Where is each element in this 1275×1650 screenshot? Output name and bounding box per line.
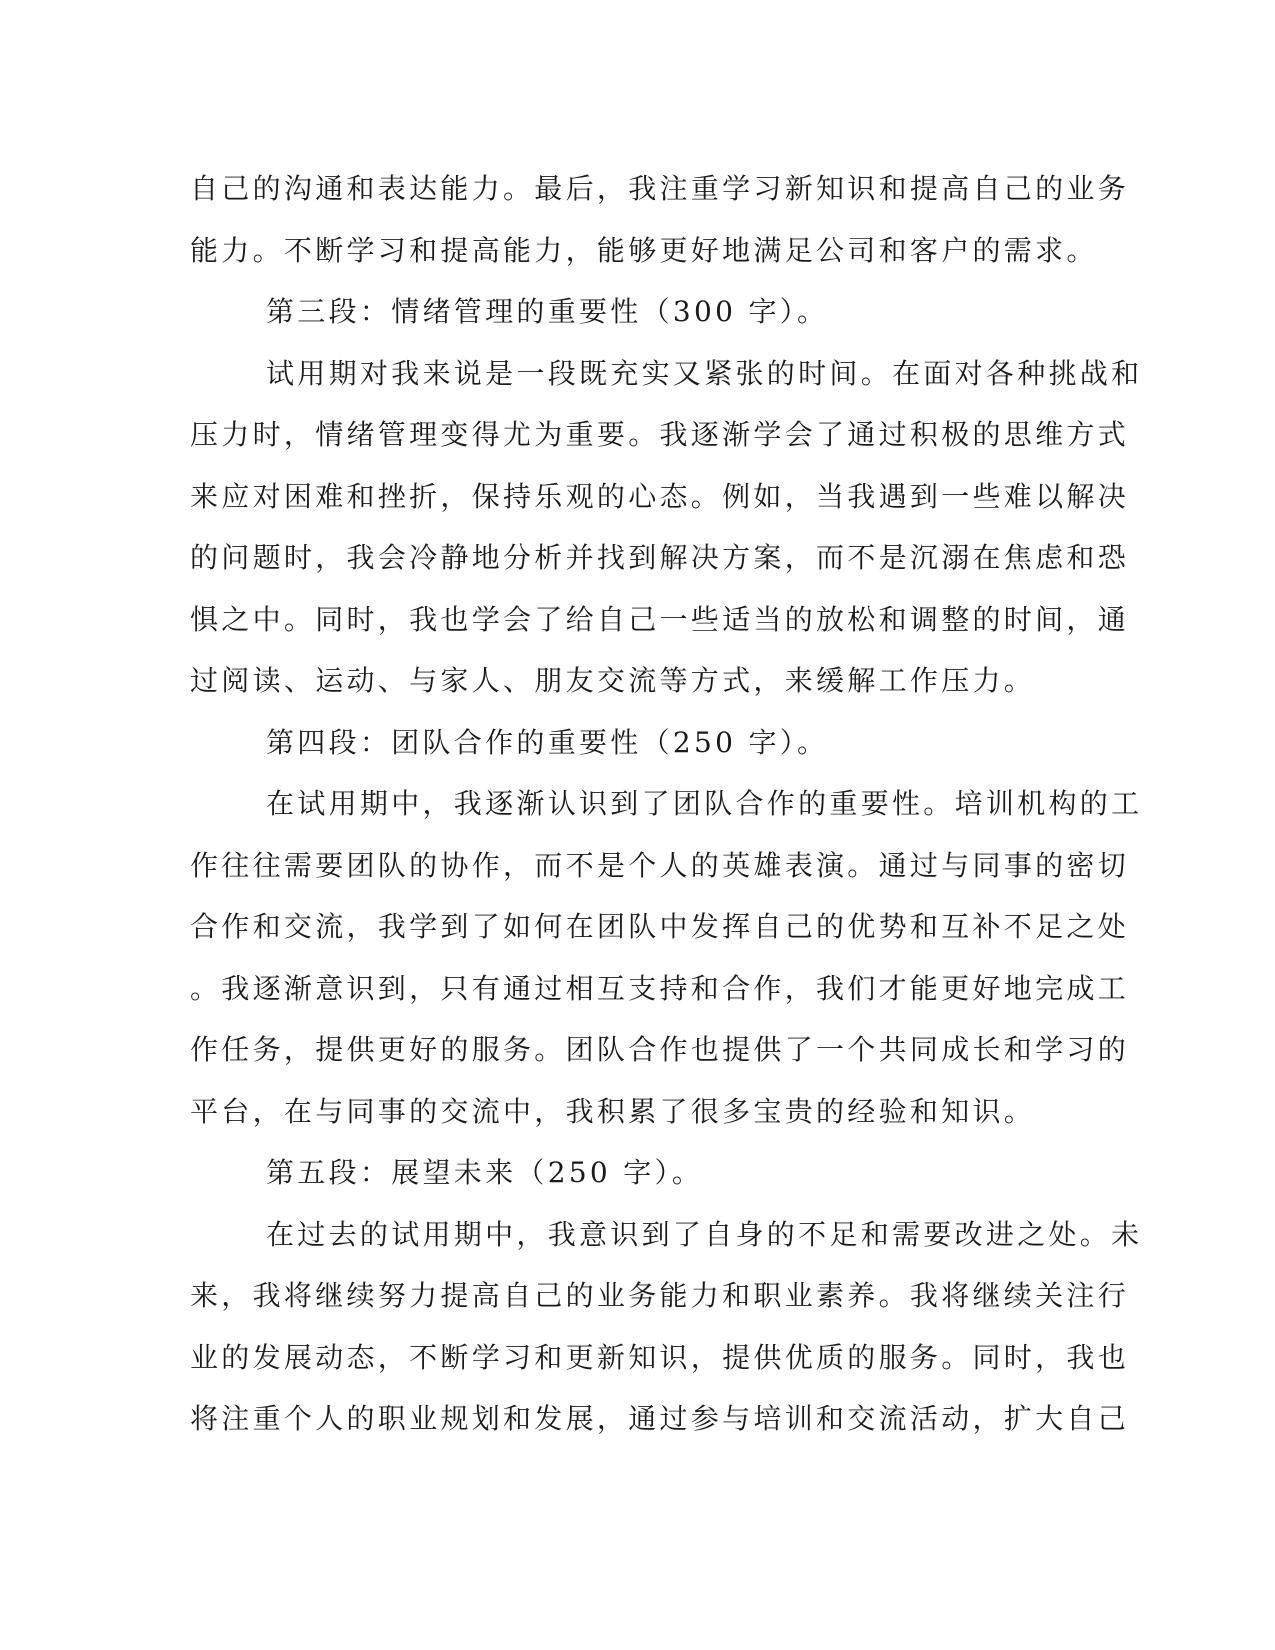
text-line: 在过去的试用期中，我意识到了自身的不足和需要改进之处。未 — [266, 1217, 1143, 1251]
text-line: 自己的沟通和表达能力。最后，我注重学习新知识和提高自己的业务 — [190, 172, 1130, 205]
text-line: 。我逐渐意识到，只有通过相互支持和合作，我们才能更好地完成工 — [190, 971, 1130, 1005]
text-line: 的问题时，我会冷静地分析并找到解决方案，而不是沉溺在焦虑和恐 — [190, 541, 1130, 574]
text-line: 将注重个人的职业规划和发展，通过参与培训和交流活动，扩大自己 — [190, 1402, 1130, 1435]
text-line: 能力。不断学习和提高能力，能够更好地满足公司和客户的需求。 — [190, 233, 1098, 267]
text-line: 惧之中。同时，我也学会了给自己一些适当的放松和调整的时间，通 — [190, 602, 1130, 636]
text-line: 平台，在与同事的交流中，我积累了很多宝贵的经验和知识。 — [190, 1094, 1036, 1128]
text-line: 在试用期中，我逐渐认识到了团队合作的重要性。培训机构的工 — [266, 787, 1143, 820]
section-heading: 第四段：团队合作的重要性（250 字）。 — [266, 725, 829, 759]
text-line: 作任务，提供更好的服务。团队合作也提供了一个共同成长和学习的 — [190, 1033, 1130, 1066]
section-heading: 第五段：展望未来（250 字）。 — [266, 1156, 704, 1189]
text-line: 业的发展动态，不断学习和更新知识，提供优质的服务。同时，我也 — [190, 1340, 1130, 1374]
text-line: 压力时，情绪管理变得尤为重要。我逐渐学会了通过积极的思维方式 — [190, 418, 1130, 451]
section-heading: 第三段：情绪管理的重要性（300 字）。 — [266, 295, 829, 328]
document-body — [190, 158, 1143, 1450]
text-line: 试用期对我来说是一段既充实又紧张的时间。在面对各种挑战和 — [266, 356, 1143, 390]
text-line: 合作和交流，我学到了如何在团队中发挥自己的优势和互补不足之处 — [190, 910, 1130, 943]
text-line: 来应对困难和挫折，保持乐观的心态。例如，当我遇到一些难以解决 — [190, 479, 1130, 513]
text-line: 作往往需要团队的协作，而不是个人的英雄表演。通过与同事的密切 — [190, 848, 1130, 882]
text-line: 来，我将继续努力提高自己的业务能力和职业素养。我将继续关注行 — [190, 1279, 1130, 1312]
text-line: 过阅读、运动、与家人、朋友交流等方式，来缓解工作压力。 — [190, 664, 1036, 697]
